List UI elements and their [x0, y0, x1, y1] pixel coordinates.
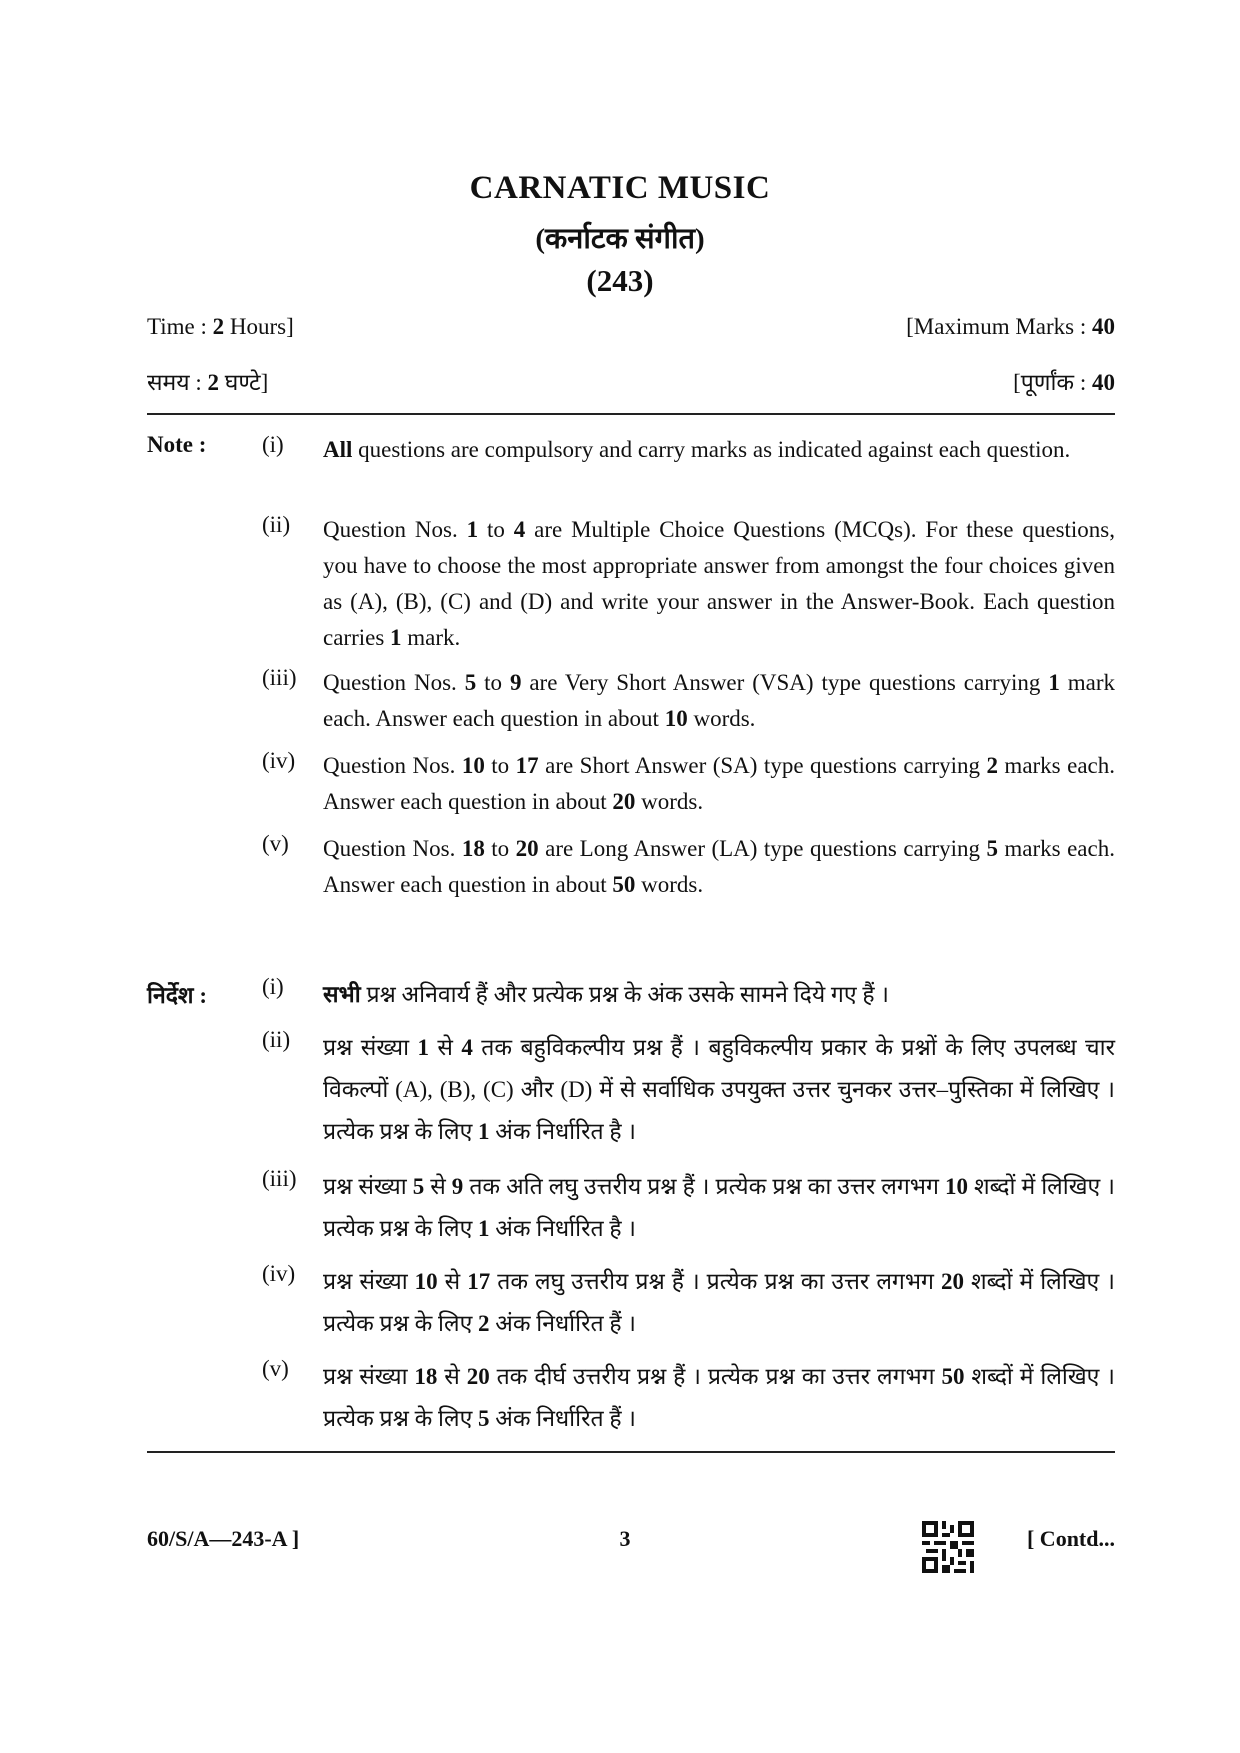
time-en-prefix: Time : — [147, 314, 213, 339]
note-number: (iv) — [262, 748, 296, 773]
note-text: प्रश्न संख्या 5 से 9 तक अति लघु उत्तरीय प्रश्न हैं । प्रत्येक प्रश्न का उत्तर लगभग 10 शब्दों में लिखिए । प्रत्येक प्रश्न के लिए 1 अंक निर्धारित है । — [323, 1174, 1115, 1241]
note-number: (ii) — [262, 512, 291, 537]
marks-hi-value: 40 — [1092, 370, 1115, 395]
page-number: 3 — [619, 1526, 631, 1551]
note-number: (i) — [262, 432, 284, 457]
note-text: Question Nos. 5 to 9 are Very Short Answer (VSA) type questions carrying 1 mark each. Answer each question in about 10 words. — [323, 670, 1116, 731]
bottom-divider — [147, 1451, 1115, 1453]
time-hi-suffix: घण्टे] — [219, 370, 269, 395]
marks-en-prefix: [Maximum Marks : — [906, 314, 1092, 339]
qr-code-icon — [922, 1521, 974, 1573]
marks-hi-prefix: [पूर्णांक : — [1013, 370, 1092, 395]
note-number: (iv) — [262, 1261, 296, 1286]
note-number: (iii) — [262, 665, 297, 690]
time-en-suffix: Hours] — [224, 314, 294, 339]
note-label-english: Note : — [147, 432, 207, 457]
top-divider — [147, 413, 1115, 415]
note-text: प्रश्न संख्या 18 से 20 तक दीर्घ उत्तरीय प्रश्न हैं । प्रत्येक प्रश्न का उत्तर लगभग 50 शब्दों में लिखिए । प्रत्येक प्रश्न के लिए 5 अंक निर्धारित हैं । — [323, 1364, 1115, 1431]
max-marks-hindi — [1013, 365, 1115, 397]
title-english: CARNATIC MUSIC — [469, 170, 771, 206]
continued-label: [ Contd... — [1026, 1526, 1115, 1551]
max-marks-english — [906, 314, 1115, 340]
paper-code: 60/S/A—243-A ] — [147, 1526, 300, 1551]
time-english — [147, 314, 294, 340]
note-text: सभी प्रश्न अनिवार्य हैं और प्रत्येक प्रश्न के अंक उसके सामने दिये गए हैं । — [323, 982, 890, 1007]
note-text: प्रश्न संख्या 1 से 4 तक बहुविकल्पीय प्रश्न हैं । बहुविकल्पीय प्रकार के प्रश्नों के लिए उपलब्ध चार विकल्पों (A), (B), (C) और (D) में से सर्वाधिक उपयुक्त उत्तर चुनकर उत्तर–पुस्तिका में लिखिए । प्रत्येक प्रश्न के लिए 1 अंक निर्धारित है । — [323, 1035, 1115, 1144]
note-number: (ii) — [262, 1027, 291, 1052]
note-text: Question Nos. 10 to 17 are Short Answer (SA) type questions carrying 2 marks each. Answer each question in about 20 words. — [323, 753, 1115, 814]
time-hindi — [147, 365, 268, 397]
note-number: (v) — [262, 831, 289, 856]
note-label-hindi: निर्देश : — [147, 983, 207, 1008]
marks-en-value: 40 — [1092, 314, 1115, 339]
note-text: Question Nos. 18 to 20 are Long Answer (LA) type questions carrying 5 marks each. Answer each question in about 50 words. — [323, 836, 1115, 897]
time-hi-prefix: समय : — [147, 370, 208, 395]
note-number: (iii) — [262, 1166, 297, 1191]
note-text: प्रश्न संख्या 10 से 17 तक लघु उत्तरीय प्रश्न हैं । प्रत्येक प्रश्न का उत्तर लगभग 20 शब्दों में लिखिए । प्रत्येक प्रश्न के लिए 2 अंक निर्धारित हैं । — [323, 1269, 1115, 1336]
time-hi-value: 2 — [207, 370, 220, 395]
note-number: (v) — [262, 1356, 289, 1381]
note-text: Question Nos. 1 to 4 are Multiple Choice Questions (MCQs). For these questions, you have to choose the most appropriate answer from amongst the four choices given as (A), (B), (C) and (D) and write your answer in the Answer-Book. Each question carries 1 mark. — [323, 517, 1116, 650]
note-number: (i) — [262, 974, 284, 999]
time-en-value: 2 — [212, 314, 225, 339]
subject-code: (243) — [586, 263, 654, 298]
note-text: All questions are compulsory and carry marks as indicated against each question. — [323, 437, 1071, 462]
title-hindi: (कर्नाटक संगीत) — [535, 223, 705, 255]
